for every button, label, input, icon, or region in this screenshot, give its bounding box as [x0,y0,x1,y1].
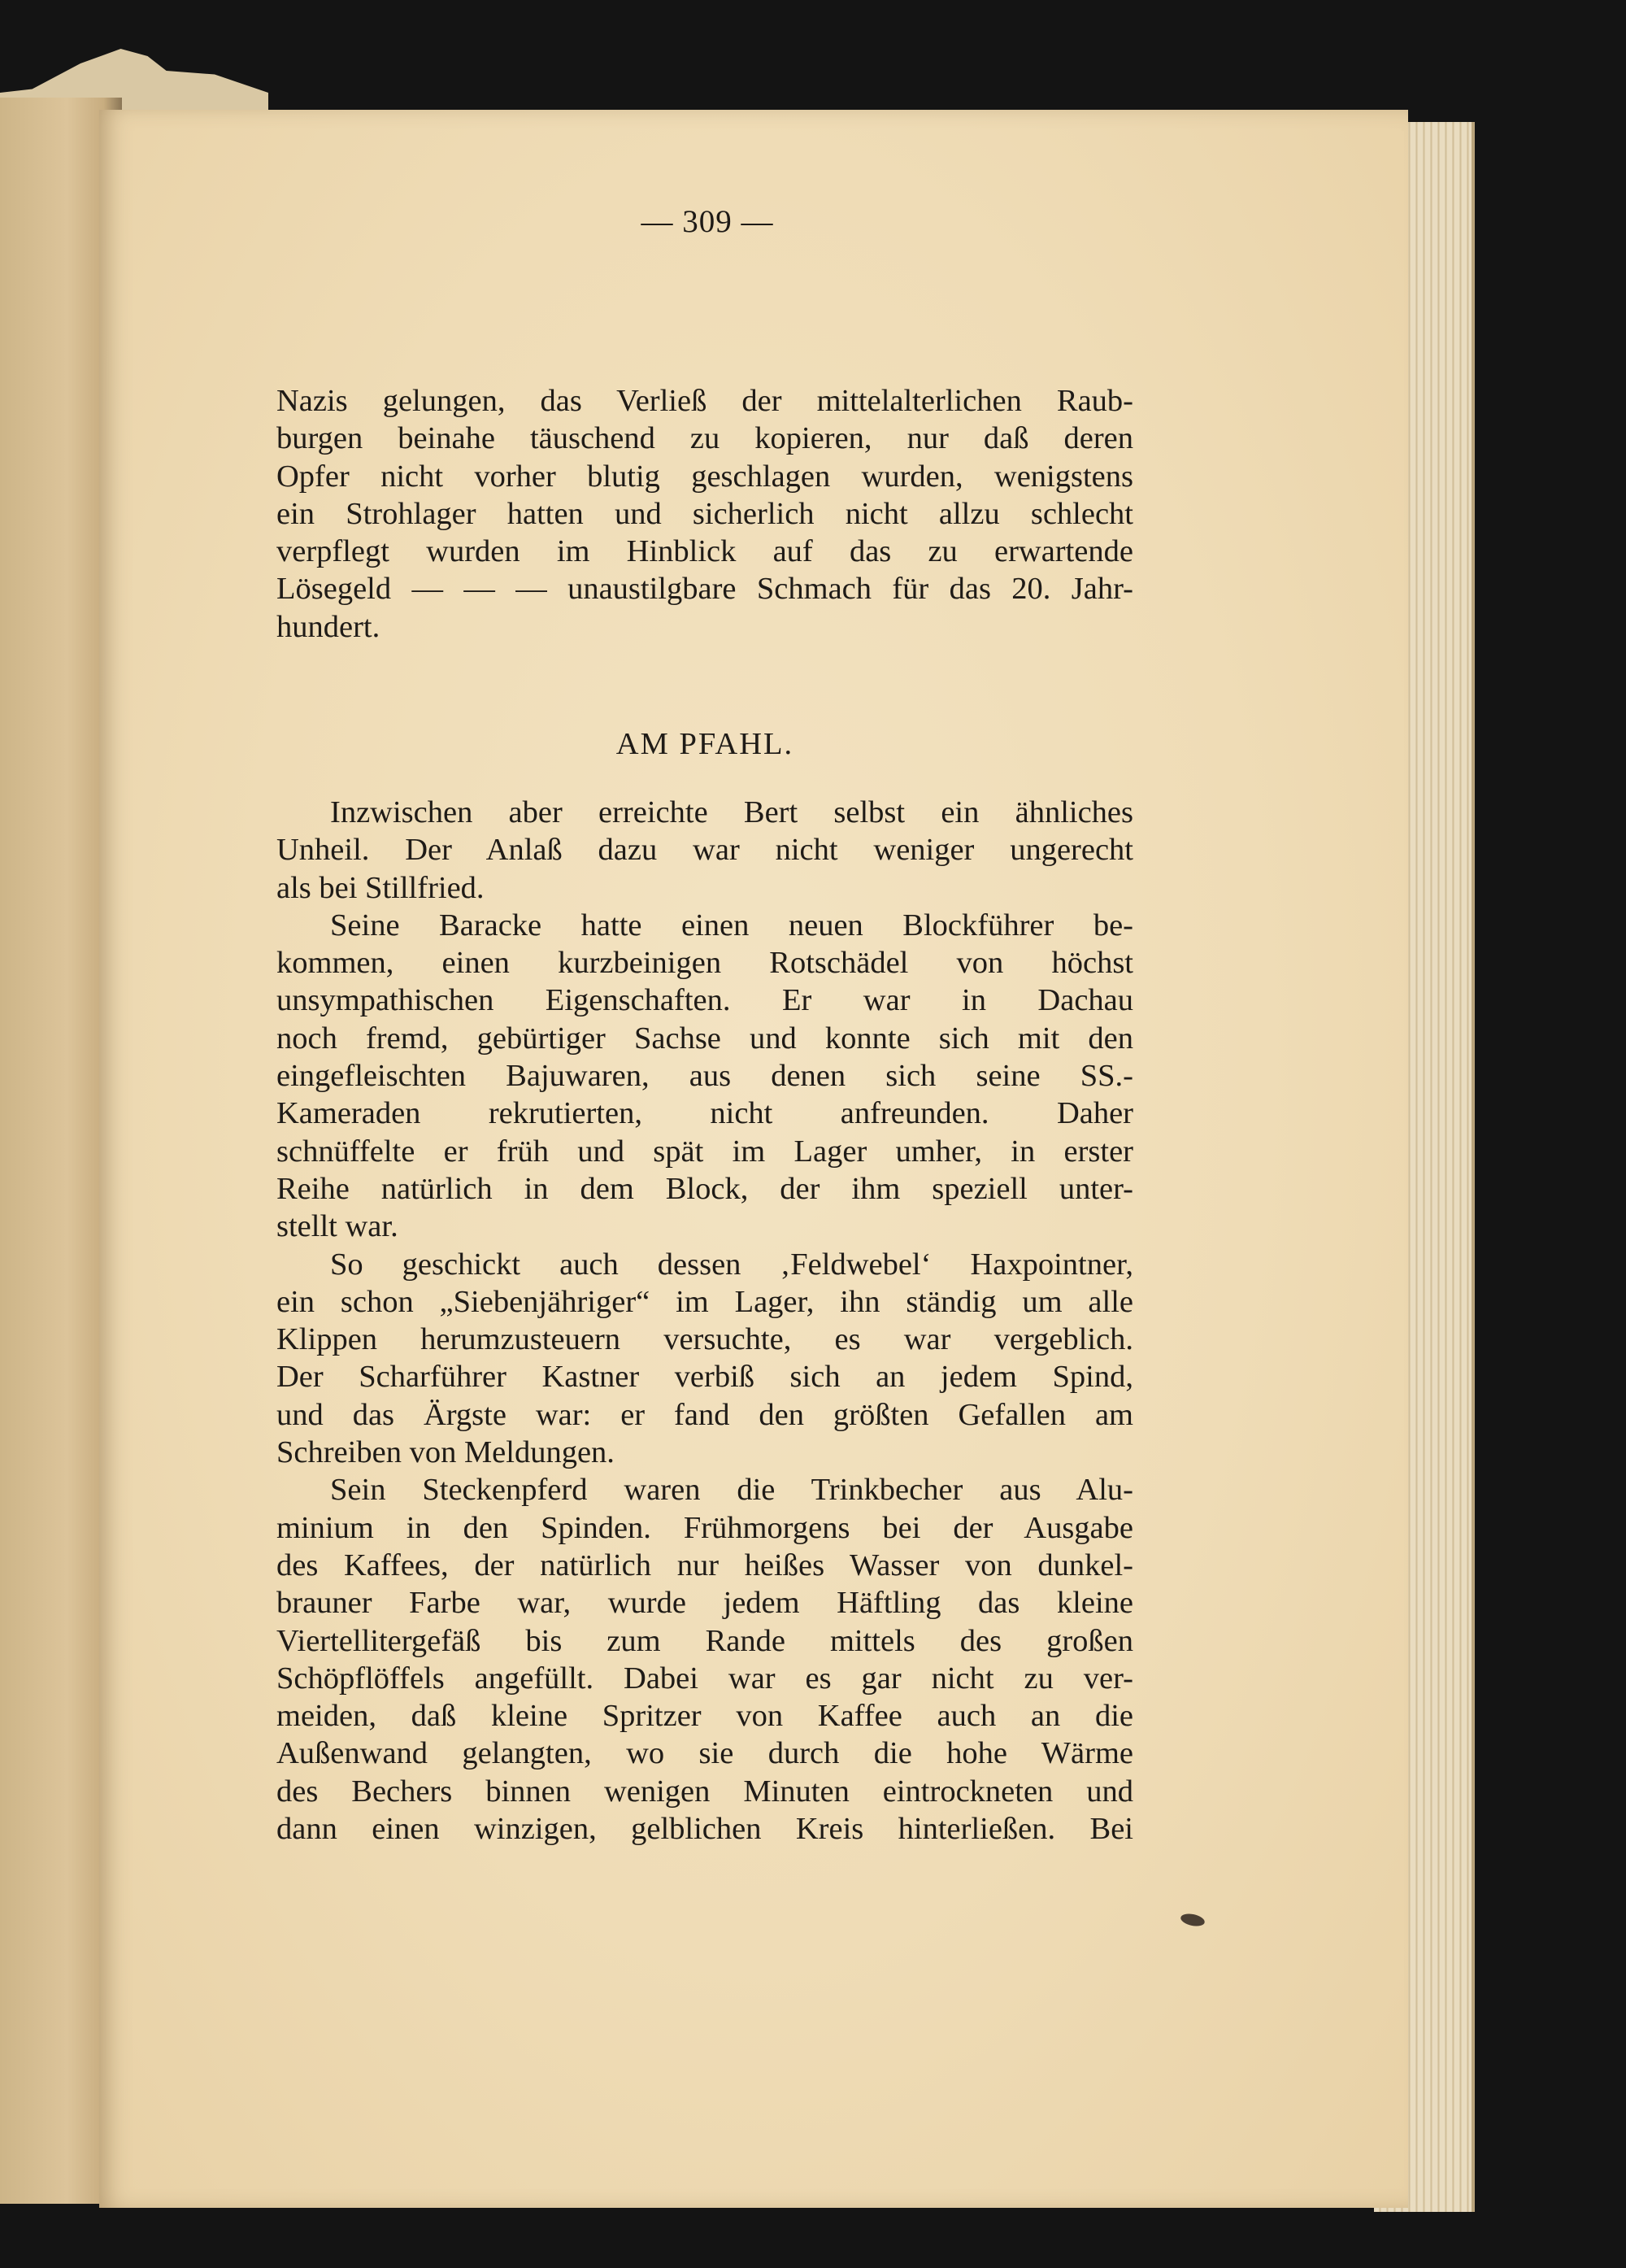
text-line: ein schon „Siebenjähriger“ im Lager, ihn ständig um alle [276,1284,1133,1319]
text-line: Lösegeld — — — unaustilgbare Schmach für das 20. Jahr- [276,572,1133,607]
text-line: ein Strohlager hatten und sicherlich nicht allzu schlecht [276,496,1133,531]
text-line: Viertellitergefäß bis zum Rande mittels des großen [276,1623,1133,1658]
text-line: noch fremd, gebürtiger Sachse und konnte sich mit den [276,1021,1133,1056]
text-line: verpflegt wurden im Hinblick auf das zu erwartende [276,534,1133,569]
text-line: eingefleischten Bajuwaren, aus denen sich seine SS.- [276,1059,1133,1094]
text-line: Der Scharführer Kastner verbiß sich an jedem Spind, [276,1360,1133,1395]
text-line: Sein Steckenpferd waren die Trinkbecher aus Alu- [330,1473,1133,1508]
text-line: Klippen herumzusteuern versuchte, es war vergeblich. [276,1322,1133,1357]
text-line: minium in den Spinden. Frühmorgens bei der Ausgabe [276,1510,1133,1545]
text-line: und das Ärgste war: er fand den größten Gefallen am [276,1397,1133,1432]
text-line: hundert. [276,609,380,644]
paragraph-continued [276,382,1133,646]
text-line: brauner Farbe war, wurde jedem Häftling das kleine [276,1586,1133,1621]
text-line: Unheil. Der Anlaß dazu war nicht weniger ungerecht [276,833,1133,868]
page-number: — 309 — [641,204,774,239]
text-line: So geschickt auch dessen ‚Feldwebel‘ Haxpointner, [330,1247,1133,1282]
text-line: Seine Baracke hatte einen neuen Blockführer be- [330,908,1133,942]
text-line: stellt war. [276,1209,398,1244]
text-line: burgen beinahe täuschend zu kopieren, nur daß deren [276,421,1133,456]
text-line: dann einen winzigen, gelblichen Kreis hinterließen. Bei [276,1812,1133,1847]
text-line: schnüffelte er früh und spät im Lager umher, in erster [276,1134,1133,1169]
text-line: des Kaffees, der natürlich nur heißes Wasser von dunkel- [276,1548,1133,1582]
paragraph [276,794,1133,907]
section-body [276,794,1133,1848]
text-line: Opfer nicht vorher blutig geschlagen wurden, wenigstens [276,459,1133,494]
text-line: Schreiben von Meldungen. [276,1435,615,1470]
text-line: Außenwand gelangten, wo sie durch die hohe Wärme [276,1736,1133,1771]
paragraph [276,907,1133,1246]
text-line: Kameraden rekrutierten, nicht anfreunden. Daher [276,1096,1133,1131]
text-line: Inzwischen aber erreichte Bert selbst ein ähnliches [330,795,1133,829]
text-line: kommen, einen kurzbeinigen Rotschädel von höchst [276,946,1133,981]
text-line: des Bechers binnen wenigen Minuten eintrockneten und [276,1774,1133,1809]
paragraph [276,1246,1133,1472]
text-line: Nazis gelungen, das Verließ der mittelalterlichen Raub- [276,384,1133,418]
text-line: meiden, daß kleine Spritzer von Kaffee auch an die [276,1699,1133,1734]
text-line: Schöpflöffels angefüllt. Dabei war es gar nicht zu ver- [276,1661,1133,1696]
paragraph [276,1471,1133,1848]
section-heading: AM PFAHL. [615,727,794,761]
text-line: unsympathischen Eigenschaften. Er war in Dachau [276,983,1133,1018]
text-line: als bei Stillfried. [276,870,485,905]
text-line: Reihe natürlich in dem Block, der ihm speziell unter- [276,1171,1133,1206]
